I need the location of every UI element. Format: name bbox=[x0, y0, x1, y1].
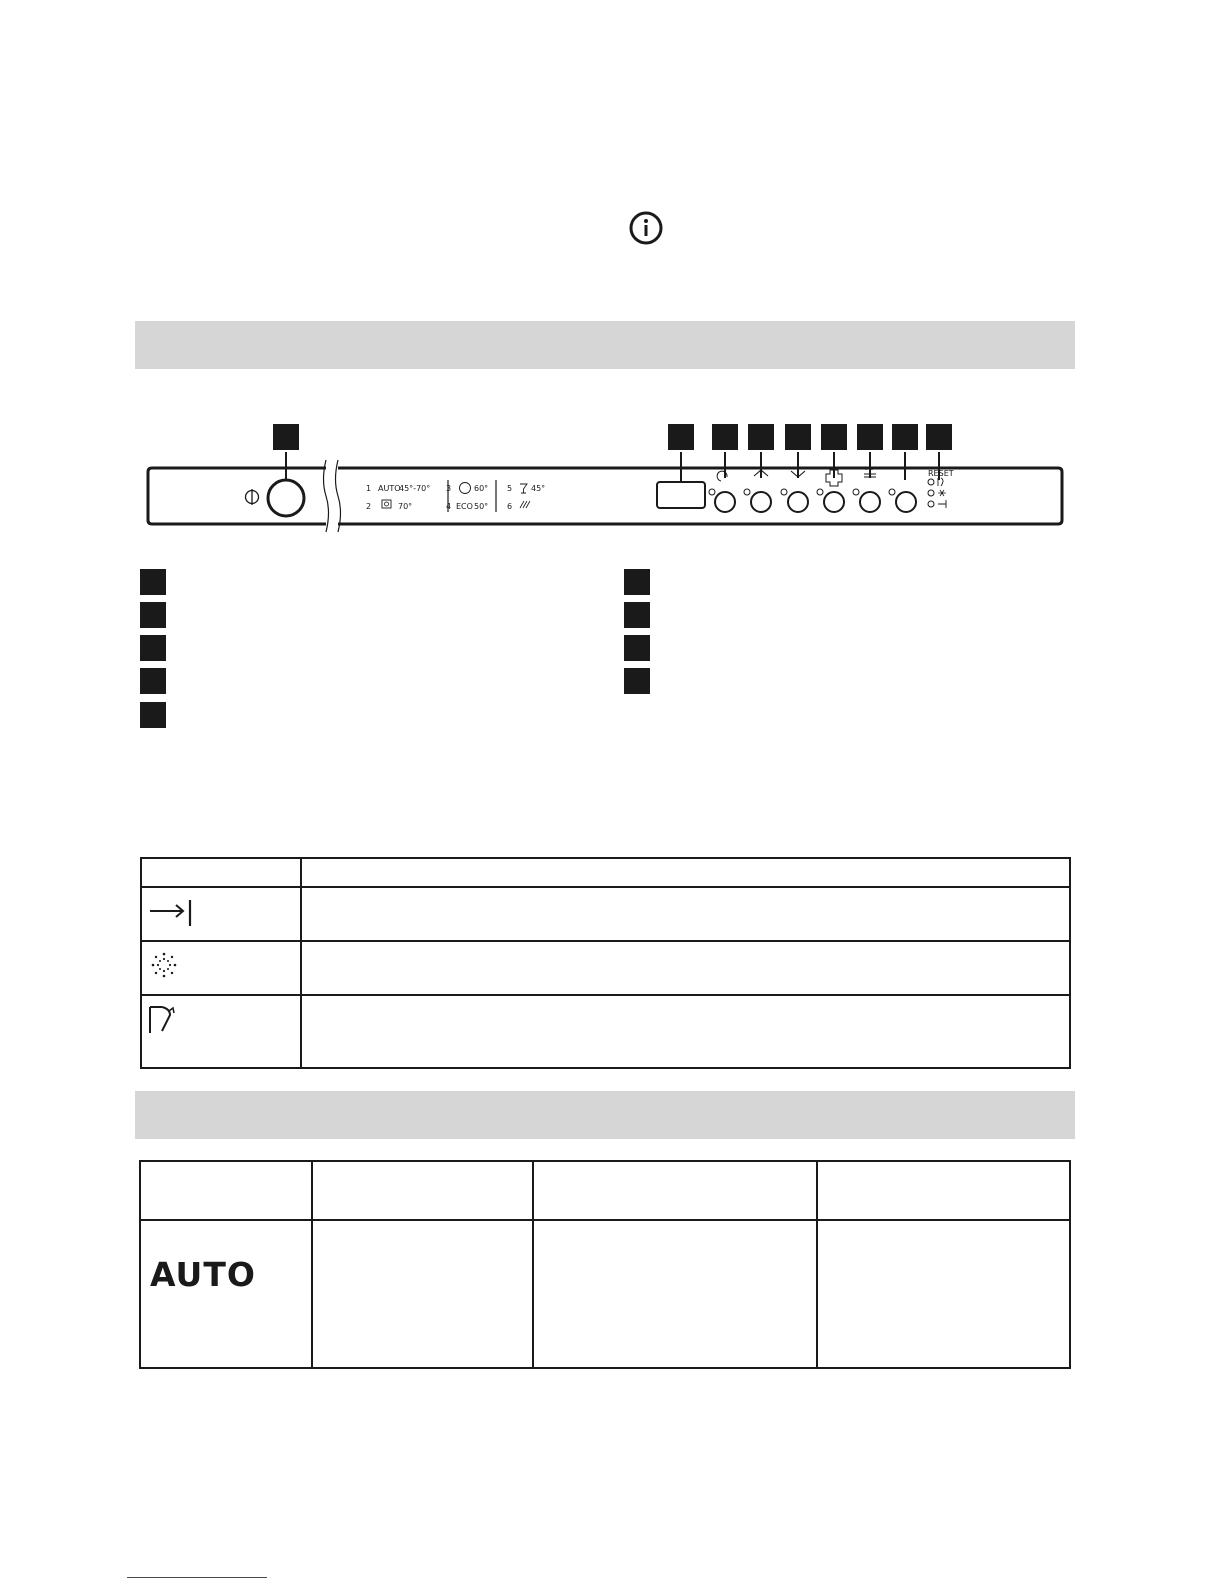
programme-temperature: 50° bbox=[474, 502, 489, 511]
programme-number: 3 bbox=[446, 484, 452, 493]
table-row-divider bbox=[140, 886, 1071, 888]
footer-link[interactable] bbox=[127, 1577, 267, 1578]
programme-temperature: 70° bbox=[398, 502, 413, 511]
table-column-divider bbox=[311, 1160, 313, 1369]
reset-label: RESET bbox=[928, 469, 954, 478]
programme-table bbox=[139, 1160, 1071, 1369]
auto-programme-symbol: AUTO bbox=[150, 1255, 256, 1294]
legend-marker bbox=[140, 702, 166, 728]
legend-marker bbox=[624, 602, 650, 628]
programme-name: AUTO bbox=[378, 484, 401, 493]
legend-marker bbox=[140, 668, 166, 694]
legend-marker bbox=[624, 569, 650, 595]
table-row-divider bbox=[139, 1219, 1071, 1221]
programme-temperature: 60° bbox=[474, 484, 489, 493]
table-column-divider bbox=[532, 1160, 534, 1369]
section-header-bar bbox=[135, 1091, 1075, 1139]
table-column-divider bbox=[816, 1160, 818, 1369]
programme-temperature: 45°-70° bbox=[399, 484, 431, 493]
table-row-divider bbox=[140, 940, 1071, 942]
legend-marker bbox=[140, 602, 166, 628]
indicator-table bbox=[140, 857, 1071, 1069]
programme-number: 4 bbox=[446, 502, 452, 511]
legend-marker bbox=[140, 635, 166, 661]
info-circle-icon bbox=[628, 210, 664, 246]
sparkle-icon bbox=[150, 951, 178, 979]
programme-name: ECO bbox=[456, 502, 473, 511]
programme-number: 6 bbox=[507, 502, 513, 511]
legend-marker bbox=[140, 569, 166, 595]
programme-number: 2 bbox=[366, 502, 372, 511]
control-panel-diagram bbox=[140, 440, 1070, 540]
programme-number: 1 bbox=[366, 484, 372, 493]
section-header-bar bbox=[135, 321, 1075, 369]
programme-temperature: 45° bbox=[531, 484, 546, 493]
programme-number: 5 bbox=[507, 484, 513, 493]
table-row-divider bbox=[140, 994, 1071, 996]
arrow-to-bar-icon bbox=[149, 899, 193, 927]
legend-marker bbox=[624, 635, 650, 661]
salt-container-icon bbox=[148, 1005, 180, 1035]
legend-marker bbox=[624, 668, 650, 694]
table-column-divider bbox=[300, 857, 302, 1069]
